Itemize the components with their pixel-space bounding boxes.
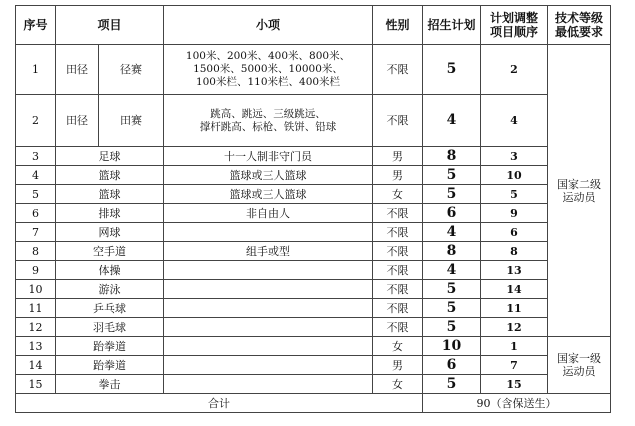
- order: 12: [481, 318, 548, 337]
- order: 11: [481, 299, 548, 318]
- quota: 5: [423, 318, 481, 337]
- header-no: 序号: [16, 6, 56, 45]
- row-number: 10: [16, 280, 56, 299]
- order: 3: [481, 147, 548, 166]
- table-row: [16, 204, 611, 223]
- quota: 5: [423, 185, 481, 204]
- item-name: 跆拳道: [56, 337, 164, 356]
- row-number: 5: [16, 185, 56, 204]
- row-number: 12: [16, 318, 56, 337]
- header-requirement: [548, 6, 611, 45]
- table-row: [16, 318, 611, 337]
- table-row: [16, 356, 611, 375]
- sub-items: [164, 337, 373, 356]
- sub-items-line: 100米、200米、400米、800米、: [185, 50, 351, 62]
- quota: 10: [423, 337, 481, 356]
- order: 6: [481, 223, 548, 242]
- sub-items: [164, 299, 373, 318]
- header-gender: 性别: [373, 6, 423, 45]
- quota: 6: [423, 204, 481, 223]
- order: 8: [481, 242, 548, 261]
- header-quota: 招生计划: [423, 6, 481, 45]
- order: 2: [481, 45, 548, 95]
- header-order-line2: 项目顺序: [489, 25, 538, 39]
- gender: 男: [373, 166, 423, 185]
- gender: 不限: [373, 204, 423, 223]
- row-number: 13: [16, 337, 56, 356]
- quota: 4: [423, 95, 481, 147]
- sub-items: [164, 375, 373, 394]
- row-number: 7: [16, 223, 56, 242]
- sub-items: 组手或型: [164, 242, 373, 261]
- header-sub-item: 小项: [164, 6, 373, 45]
- item-subgroup: 径赛: [99, 45, 164, 95]
- sub-items: 十一人制非守门员: [164, 147, 373, 166]
- gender: 男: [373, 147, 423, 166]
- gender: 不限: [373, 223, 423, 242]
- item-name: 田径: [56, 95, 99, 147]
- order: 13: [481, 261, 548, 280]
- item-name: 排球: [56, 204, 164, 223]
- quota: 8: [423, 147, 481, 166]
- row-number: 15: [16, 375, 56, 394]
- item-name: 体操: [56, 261, 164, 280]
- row-number: 14: [16, 356, 56, 375]
- header-order-line1: 计划调整: [489, 11, 538, 25]
- admissions-table: [15, 5, 611, 413]
- order: 14: [481, 280, 548, 299]
- sub-items: 篮球或三人篮球: [164, 185, 373, 204]
- total-value: 90（含保送生）: [423, 394, 611, 413]
- table-row: [16, 242, 611, 261]
- sub-items-line: 100米栏、110米栏、400米栏: [195, 76, 341, 88]
- total-label: 合计: [16, 394, 423, 413]
- header-row: [16, 6, 611, 45]
- quota: 5: [423, 166, 481, 185]
- total-row: [16, 394, 611, 413]
- quota: 4: [423, 223, 481, 242]
- table-row: [16, 280, 611, 299]
- order: 4: [481, 95, 548, 147]
- requirement-level1-line1: 国家一级: [557, 352, 601, 365]
- row-number: 9: [16, 261, 56, 280]
- gender: 女: [373, 185, 423, 204]
- gender: 女: [373, 375, 423, 394]
- item-name: 篮球: [56, 185, 164, 204]
- item-name: 游泳: [56, 280, 164, 299]
- sub-items: [164, 261, 373, 280]
- item-name: 乒乓球: [56, 299, 164, 318]
- requirement-level2-line1: 国家二级: [557, 177, 601, 191]
- quota: 5: [423, 45, 481, 95]
- row-number: 8: [16, 242, 56, 261]
- row-number: 11: [16, 299, 56, 318]
- header-requirement-line2: 最低要求: [554, 25, 603, 39]
- requirement-level1-line2: 运动员: [562, 365, 596, 378]
- table-row: [16, 299, 611, 318]
- sub-items: 篮球或三人篮球: [164, 166, 373, 185]
- table-row: [16, 45, 611, 95]
- table-row: [16, 223, 611, 242]
- sub-items: [164, 223, 373, 242]
- item-name: 拳击: [56, 375, 164, 394]
- requirement-level2: [548, 45, 611, 337]
- quota: 6: [423, 356, 481, 375]
- gender: 不限: [373, 318, 423, 337]
- table-row: [16, 95, 611, 147]
- row-number: 4: [16, 166, 56, 185]
- order: 9: [481, 204, 548, 223]
- table-row: [16, 147, 611, 166]
- row-number: 6: [16, 204, 56, 223]
- gender: 不限: [373, 299, 423, 318]
- row-number: 1: [16, 45, 56, 95]
- table-row: [16, 375, 611, 394]
- gender: 不限: [373, 280, 423, 299]
- header-requirement-line1: 技术等级: [554, 11, 603, 25]
- item-name: 羽毛球: [56, 318, 164, 337]
- gender: 女: [373, 337, 423, 356]
- quota: 5: [423, 375, 481, 394]
- gender: 不限: [373, 45, 423, 95]
- table-row: [16, 337, 611, 356]
- sub-items-line: 撑杆跳高、标枪、铁饼、铅球: [199, 120, 337, 133]
- quota: 8: [423, 242, 481, 261]
- requirement-level1: [548, 337, 611, 394]
- sub-items: 非自由人: [164, 204, 373, 223]
- sub-items-line: 跳高、跳远、三级跳远、: [210, 107, 326, 120]
- table-row: [16, 166, 611, 185]
- sub-items: [164, 95, 373, 147]
- item-name: 田径: [56, 45, 99, 95]
- sub-items: [164, 356, 373, 375]
- quota: 4: [423, 261, 481, 280]
- order: 15: [481, 375, 548, 394]
- item-name: 空手道: [56, 242, 164, 261]
- item-name: 网球: [56, 223, 164, 242]
- header-item: 项目: [56, 6, 164, 45]
- item-name: 足球: [56, 147, 164, 166]
- item-name: 跆拳道: [56, 356, 164, 375]
- gender: 男: [373, 356, 423, 375]
- table-row: [16, 185, 611, 204]
- sub-items: [164, 45, 373, 95]
- order: 10: [481, 166, 548, 185]
- gender: 不限: [373, 242, 423, 261]
- sub-items: [164, 318, 373, 337]
- order: 5: [481, 185, 548, 204]
- gender: 不限: [373, 261, 423, 280]
- item-name: 篮球: [56, 166, 164, 185]
- row-number: 3: [16, 147, 56, 166]
- quota: 5: [423, 299, 481, 318]
- order: 7: [481, 356, 548, 375]
- order: 1: [481, 337, 548, 356]
- table-row: [16, 261, 611, 280]
- sub-items: [164, 280, 373, 299]
- item-subgroup: 田赛: [99, 95, 164, 147]
- gender: 不限: [373, 95, 423, 147]
- requirement-level2-line2: 运动员: [562, 190, 596, 204]
- quota: 5: [423, 280, 481, 299]
- sub-items-line: 1500米、5000米、10000米、: [193, 63, 343, 75]
- header-order: [481, 6, 548, 45]
- row-number: 2: [16, 95, 56, 147]
